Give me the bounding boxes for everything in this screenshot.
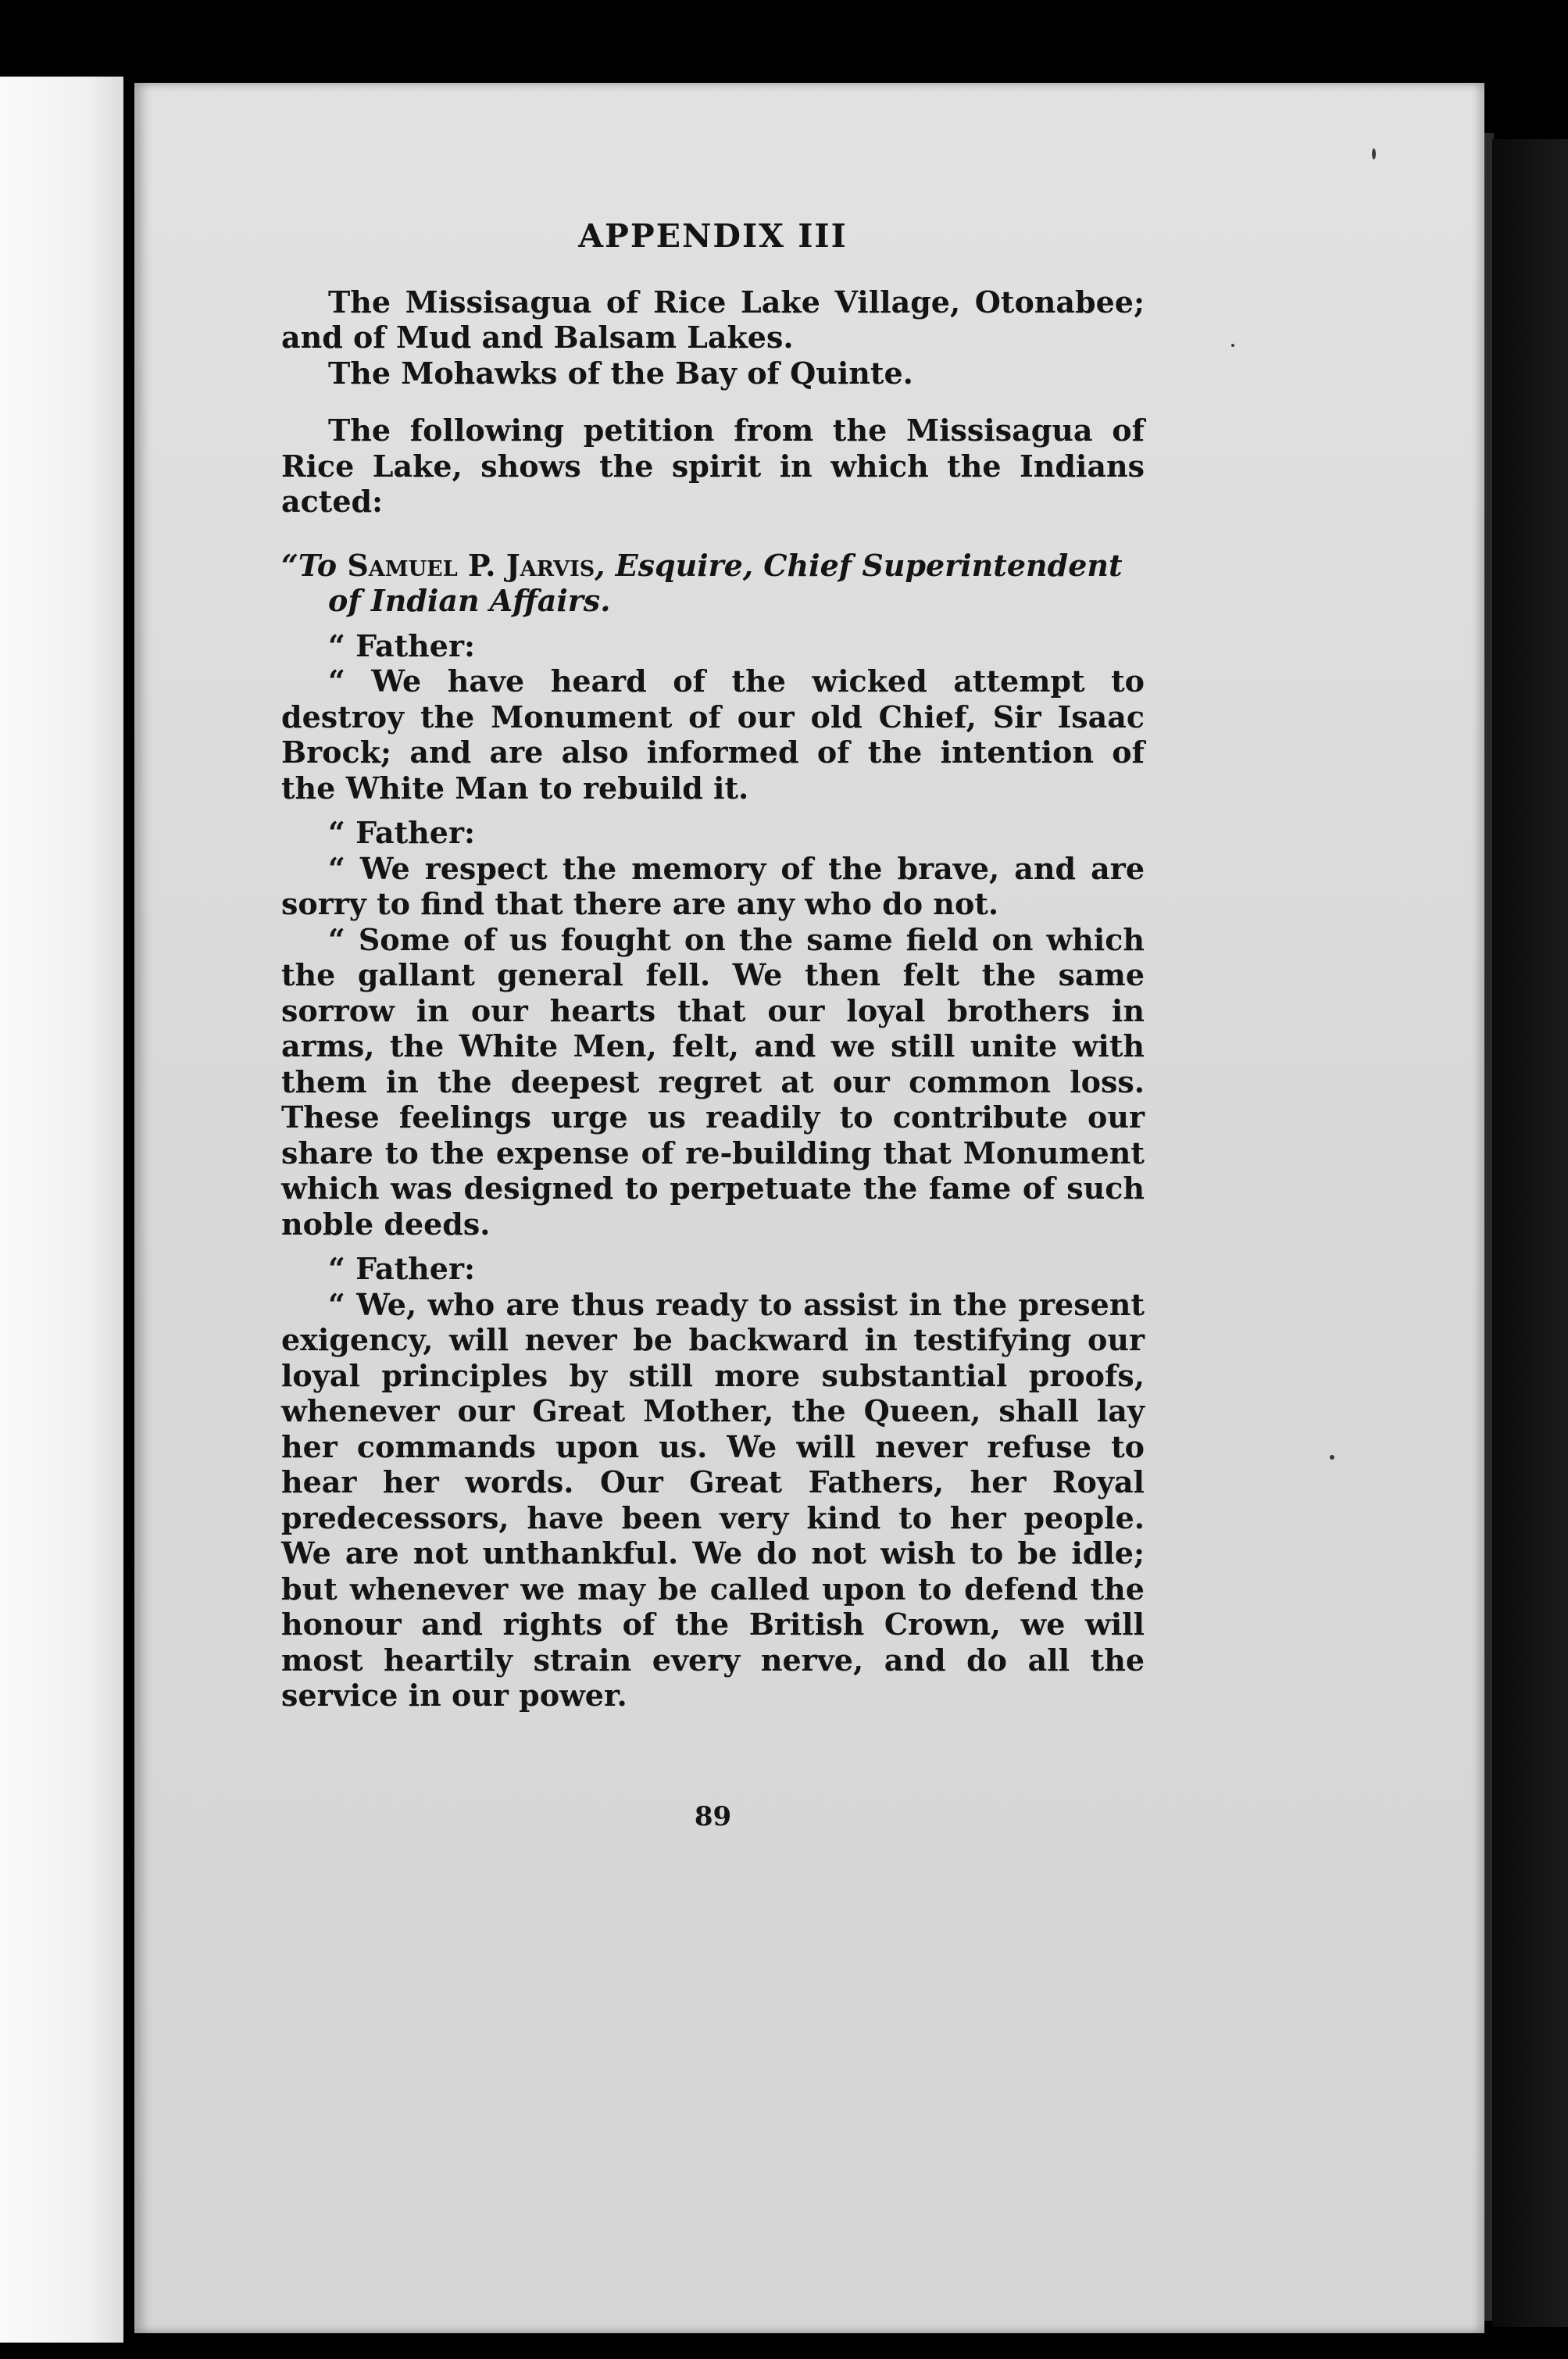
dust-speck (1372, 148, 1376, 159)
address-prefix: “To (281, 547, 348, 583)
facing-page-edge (0, 77, 123, 2343)
lead-paragraph: The following petition from the Missisagua of Rice Lake, shows the spirit in which the Indians acted: (281, 413, 1145, 519)
intro-line: The Missisagua of Rice Lake Village, Otonabee; and of Mud and Balsam Lakes. (281, 284, 1145, 355)
petition-paragraph: “ Some of us fought on the same field on which the gallant general fell. We then felt the same sorrow in our hearts that our loyal brothers in arms, the White Men, felt, and we still unite with them in the deepest regret at our common loss. These feelings urge us readily to contribute our share to the expense of re-building that Monument which was designed to perpetuate the fame of such noble deeds. (281, 921, 1145, 1242)
page-text (281, 219, 1145, 1714)
page-number: 89 (694, 1801, 732, 1832)
scan-background-right (1492, 139, 1568, 2327)
intro-line: The Mohawks of the Bay of Quinte. (328, 355, 913, 391)
dust-speck (1330, 1455, 1334, 1460)
salutation: “ Father: (328, 815, 476, 850)
appendix-heading: APPENDIX III (578, 217, 848, 255)
address-rest: , Esquire, Chief Superintendent of Indian Affairs. (328, 547, 1123, 618)
dust-speck (1231, 344, 1234, 347)
petition-paragraph: “ We have heard of the wicked attempt to destroy the Monument of our old Chief, Sir Isaac Brock; and are also informed of the intention of the White Man to rebuild it. (281, 663, 1145, 806)
salutation: “ Father: (328, 1251, 476, 1286)
address-name: Samuel P. Jarvis (347, 547, 595, 583)
petition-paragraph: “ We, who are thus ready to assist in the present exigency, will never be backward in testifying our loyal principles by still more substantial proofs, whenever our Great Mother, the Queen, shall lay her commands upon us. We will never refuse to hear her words. Our Great Fathers, her Royal predecessors, have been very kind to her people. We are not unthankful. We do not wish to be idle; but whenever we may be called upon to defend the honour and rights of the British Crown, we will most heartily strain every nerve, and do all the service in our power. (281, 1286, 1145, 1713)
salutation: “ Father: (328, 627, 476, 663)
petition-paragraph: “ We respect the memory of the brave, and are sorry to find that there are any who do not. (281, 850, 1145, 921)
petition-address (281, 548, 1145, 619)
